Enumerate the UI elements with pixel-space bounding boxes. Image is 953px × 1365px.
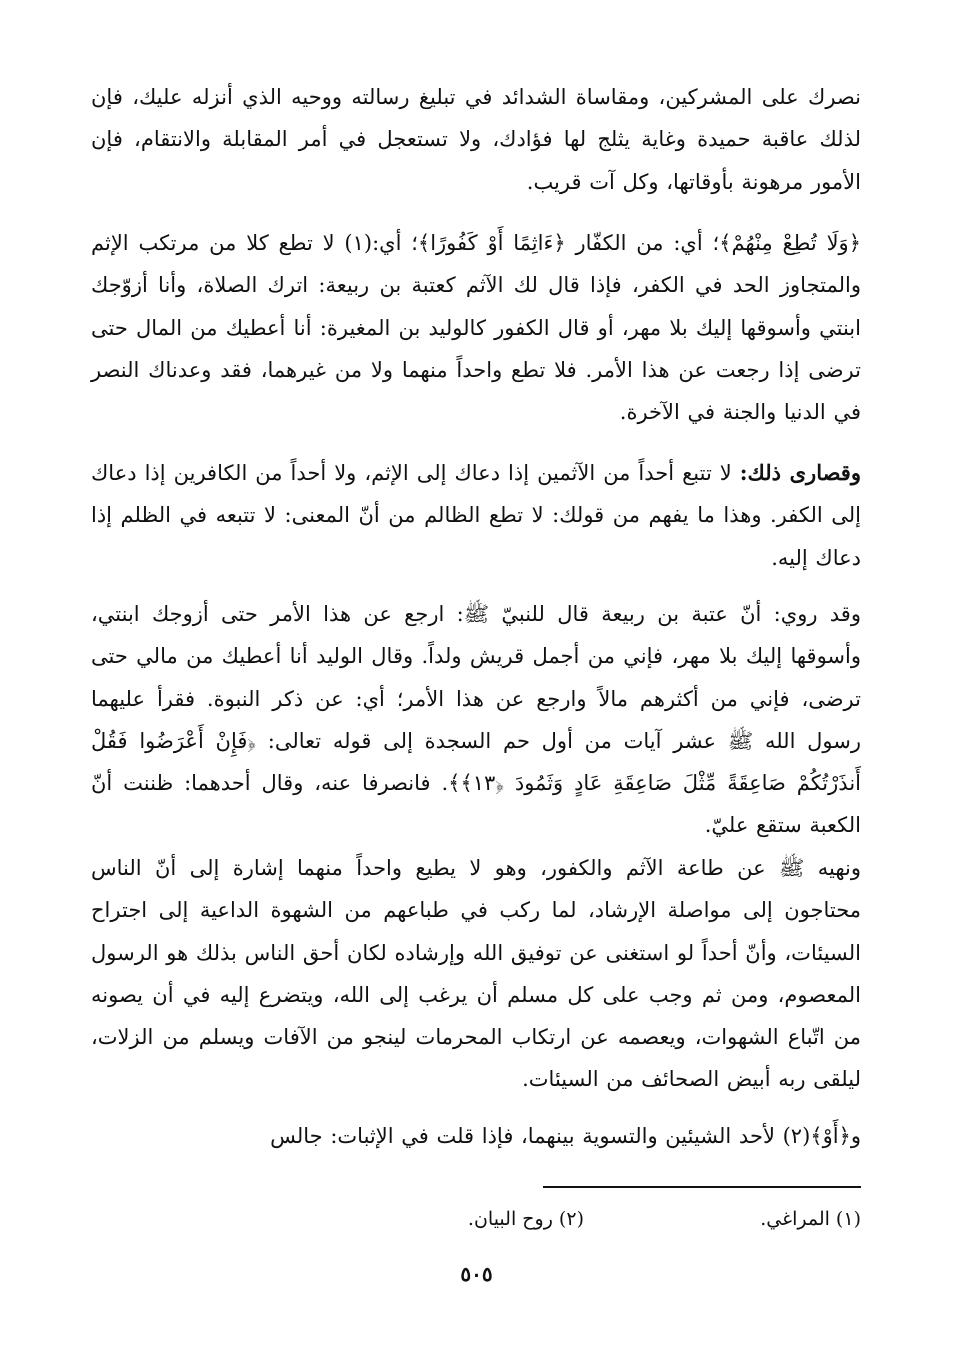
summary-label: وقصارى ذلك: bbox=[739, 460, 861, 485]
paragraph-5: ونهيه ﷺ عن طاعة الآثم والكفور، وهو لا يطيع واحداً منهما إشارة إلى أنّ الناس محتاجون إلى مواصلة الإرشاد، لما ركب في طباعهم من الشهوة الداعية إلى اجتراح السيئات، وأنّ أحداً لو استغنى عن توفيق الله وإرشاده لكان أحق الناس بذلك هو الرسول المعصوم، ومن ثم وجب على كل مسلم أن يرغب إلى الله، ويتضرع إليه في أن يصونه من اتّباع الشهوات، ويعصمه عن ارتكاب المحرمات لينجو من الآفات ويسلم من الزلات، ليلقى ربه أبيض الصحائف من السيئات. bbox=[91, 856, 861, 1092]
paragraph-6: و﴿أَوْ﴾(٢) لأحد الشيئين والتسوية بينهما، فإذا قلت في الإثبات: جالس bbox=[270, 1124, 861, 1148]
paragraph-3 bbox=[91, 452, 861, 579]
footnote-2: (٢) روح البيان. bbox=[467, 1208, 584, 1230]
paragraph-2: ﴿وَلَا تُطِعْ مِنْهُمْ﴾؛ أي: من الكفّار ﴿ءَاثِمًا أَوْ كَفُورًا﴾؛ أي:(١) لا تطع كلا من مرتكب الإثم والمتجاوز الحد في الكفر، فإذا قال لك الآثم كعتبة بن ربيعة: اترك الصلاة، وأنا أزوّجك ابنتي وأسوقها إليك بلا مهر، أو قال الكفور كالوليد بن المغيرة: أنا أعطيك من المال حتى ترضى إذا رجعت عن هذا الأمر. فلا تطع واحداً منهما ولا من غيرهما، فقد وعدناك النصر في الدنيا والجنة في الآخرة. bbox=[91, 231, 861, 425]
footnote-1: (١) المراغي. bbox=[760, 1208, 861, 1230]
footnote-divider bbox=[543, 1186, 861, 1188]
paragraph-3-text: لا تتبع أحداً من الآثمين إذا دعاك إلى الإثم، ولا أحداً من الكافرين إذا دعاك إلى الكفر. وهذا ما يفهم من قولك: لا تطع الظالم من أنّ المعنى: لا تتبعه في الظلم إذا دعاك إليه. bbox=[91, 461, 861, 570]
footnotes bbox=[91, 1204, 861, 1234]
paragraph-1: نصرك على المشركين، ومقاساة الشدائد في تبليغ رسالته ووحيه الذي أنزله عليك، فإن لذلك عاقبة حميدة وغاية يثلج لها فؤادك، ولا تستعجل في أمر المقابلة والانتقام، فإن الأمور مرهونة بأوقاتها، وكل آت قريب. bbox=[91, 85, 862, 194]
paragraph-4: وقد روي: أنّ عتبة بن ربيعة قال للنبيّ ﷺ: ارجع عن هذا الأمر حتى أزوجك ابنتي، وأسوقها إليك بلا مهر، فإني من أجمل قريش ولداً. وقال الوليد أنا أعطيك من مالي حتى ترضى، فإني من أكثرهم مالاً وارجع عن هذا الأمر؛ أي: عن ذكر النبوة. فقرأ عليهما رسول الله ﷺ عشر آيات من أول حم السجدة إلى قوله تعالى: ﴿فَإِنْ أَعْرَضُوا فَقُلْ أَنذَرْتُكُمْ صَاعِقَةً مِّثْلَ صَاعِقَةِ عَادٍ وَثَمُودَ ﴿١٣﴾﴾. فانصرفا عنه، وقال أحدهما: ظننت أنّ الكعبة ستقع عليّ. bbox=[91, 602, 861, 838]
page-number: ٥٠٥ bbox=[460, 1262, 493, 1286]
